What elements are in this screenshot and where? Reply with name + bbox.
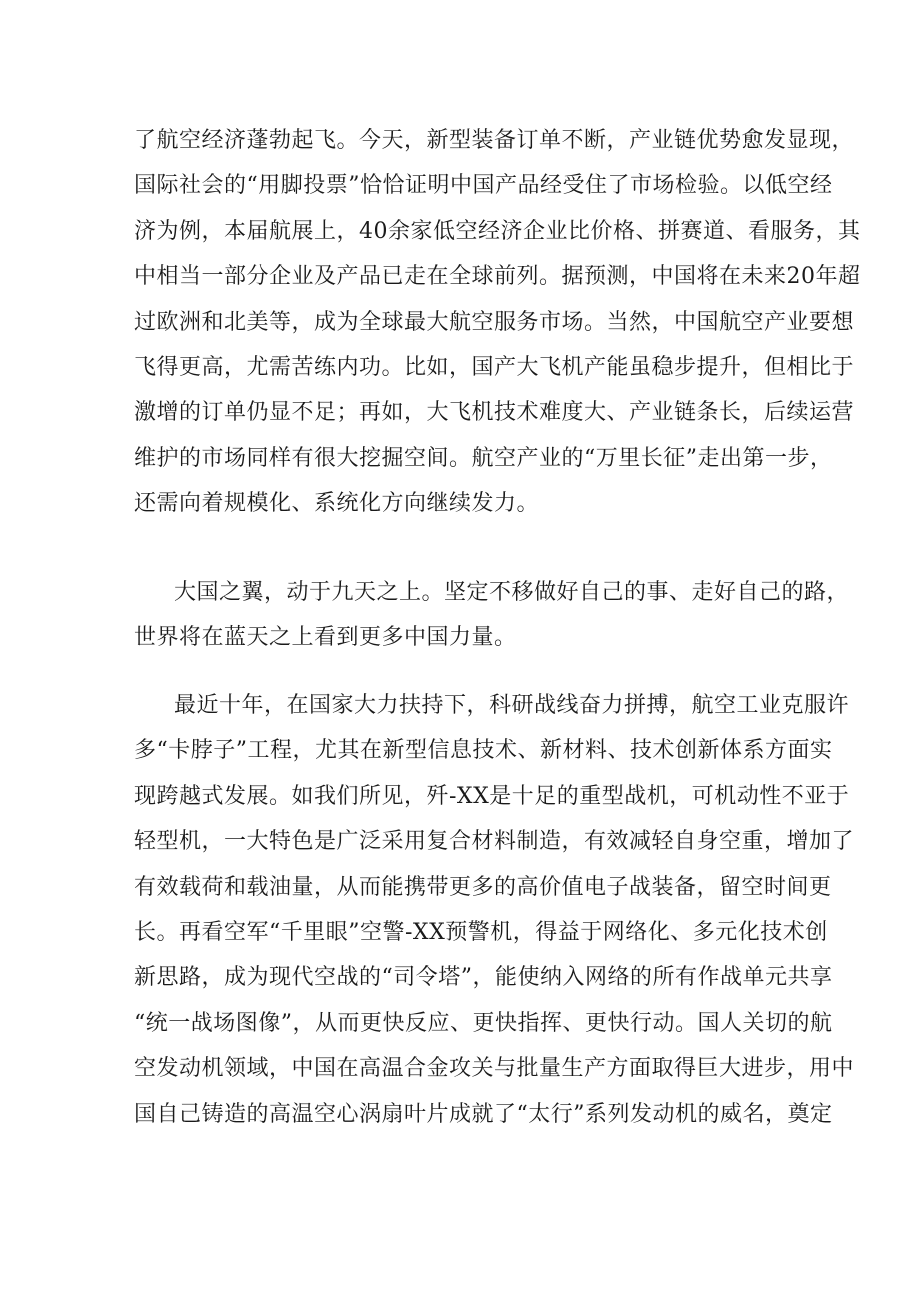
text-line: 了航空经济蓬勃起飞。今天，新型装备订单不断，产业链优势愈发显现，: [134, 128, 855, 153]
text-line: 大国之翼，动于九天之上。坚定不移做好自己的事、走好自己的路，: [174, 580, 850, 605]
text-line: 中相当一部分企业及产品已走在全球前列。据预测，中国将在未来20年超: [134, 264, 861, 290]
paragraph-2: [134, 570, 850, 661]
paragraph-3: [134, 683, 855, 1137]
text-line: 现跨越式发展。如我们所见，歼-XX是十足的重型战机，可机动性不亚于: [134, 783, 850, 809]
text-line: 空发动机领域，中国在高温合金攻关与批量生产方面取得巨大进步，用中: [134, 1056, 855, 1082]
text-line: 国际社会的“用脚投票”恰恰证明中国产品经受住了市场检验。以低空经: [134, 173, 833, 199]
text-line: 新思路，成为现代空战的“司令塔”，能使纳入网络的所有作战单元共享: [134, 965, 833, 991]
text-line: 激增的订单仍显不足；再如，大飞机技术难度大、产业链条长，后续运营: [134, 400, 855, 426]
text-line: 过欧洲和北美等，成为全球最大航空服务市场。当然，中国航空产业要想: [134, 309, 855, 335]
text-line: 飞得更高，尤需苦练内功。比如，国产大飞机产能虽稳步提升，但相比于: [134, 354, 855, 380]
text-line: 最近十年，在国家大力扶持下，科研战线奋力拼搏，航空工业克服许: [174, 693, 850, 718]
text-line: 国自己铸造的高温空心涡扇叶片成就了“太行”系列发动机的威名，奠定: [134, 1101, 833, 1127]
text-line: 还需向着规模化、系统化方向继续发力。: [134, 491, 540, 517]
text-line: 世界将在蓝天之上看到更多中国力量。: [134, 625, 517, 651]
text-line: 轻型机，一大特色是广泛采用复合材料制造，有效减轻自身空重，增加了: [134, 829, 855, 855]
text-line: 有效载荷和载油量，从而能携带更多的高价值电子战装备，留空时间更: [134, 874, 832, 900]
text-line: 多“卡脖子”工程，尤其在新型信息技术、新材料、技术创新体系方面实: [134, 738, 833, 764]
paragraph-1: [134, 118, 861, 527]
text-line: 维护的市场同样有很大挖掘空间。航空产业的“万里长征”走出第一步，: [134, 445, 833, 471]
text-line: “统一战场图像”，从而更快反应、更快指挥、更快行动。国人关切的航: [134, 1010, 833, 1036]
text-line: 长。再看空军“千里眼”空警-XX预警机，得益于网络化、多元化技术创: [134, 919, 828, 945]
text-line: 济为例，本届航展上，40余家低空经济企业比价格、拼赛道、看服务，其: [134, 218, 861, 244]
